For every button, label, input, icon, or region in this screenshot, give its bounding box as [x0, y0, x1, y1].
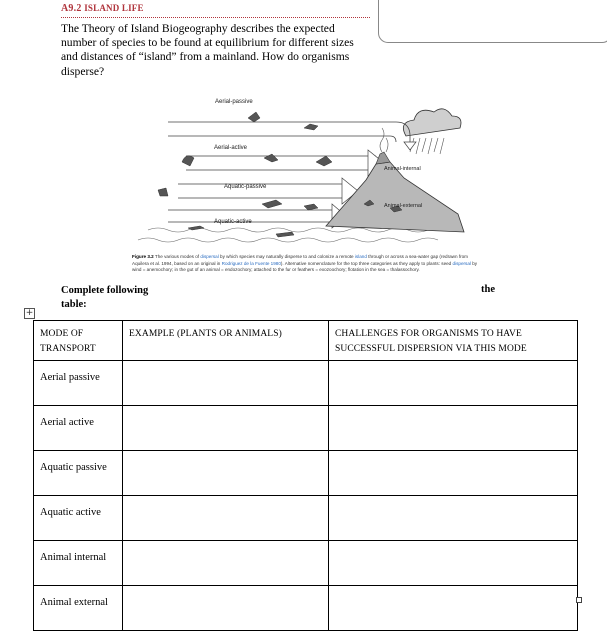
- challenge-cell[interactable]: [329, 361, 578, 406]
- caption-text-5: by wind = anemochory; in the gut of an animal = endozochory; attached to the fur or feathers = exozoochory; flotation in the sea = thalassochory.: [132, 260, 478, 273]
- example-cell[interactable]: [123, 406, 329, 451]
- row-mode-cell: Aquatic active: [34, 496, 123, 541]
- example-cell[interactable]: [123, 496, 329, 541]
- label-animal-external: Animal-external: [384, 203, 423, 209]
- caption-text-1: The various modes of: [154, 254, 200, 259]
- answer-box[interactable]: [378, 0, 607, 43]
- row-mode-cell: Animal external: [34, 586, 123, 631]
- label-aquatic-active: Aquatic-active: [214, 219, 252, 225]
- table-move-handle[interactable]: +: [25, 308, 34, 318]
- row-mode-cell: Aerial passive: [34, 361, 123, 406]
- label-aerial-passive: Aerial-passive: [215, 99, 253, 105]
- caption-text-2: by which species may naturally disperse to and colonize a remote: [220, 254, 354, 259]
- aerial-passive-arrow: [168, 122, 410, 144]
- section-number: A9.2: [61, 3, 82, 14]
- table-row: [34, 361, 578, 406]
- transport-table: [33, 320, 578, 631]
- caption-link-island[interactable]: island: [354, 254, 367, 259]
- caption-text-4: ). Alternative nomenclature for the top three categories as they apply to plants: seed: [280, 260, 452, 266]
- row-mode-cell: Aquatic passive: [34, 451, 123, 496]
- caption-link-seed-dispersal[interactable]: dispersal: [452, 260, 471, 266]
- instruction-text-end: the: [481, 284, 495, 295]
- table-resize-handle[interactable]: [576, 597, 582, 603]
- rain-lines: [410, 138, 444, 154]
- caption-label: Figure 3.2: [132, 254, 154, 259]
- label-aquatic-passive: Aquatic-passive: [224, 184, 267, 190]
- header-challenges: CHALLENGES FOR ORGANISMS TO HAVE SUCCESSFUL DISPERSION VIA THIS MODE: [329, 321, 578, 361]
- caption-link-dispersal[interactable]: dispersal: [200, 254, 219, 259]
- example-cell[interactable]: [123, 451, 329, 496]
- table-row: [34, 451, 578, 496]
- challenge-cell[interactable]: [329, 586, 578, 631]
- example-cell[interactable]: [123, 541, 329, 586]
- header-mode: MODE OF TRANSPORT: [34, 321, 123, 361]
- section-heading: [61, 3, 144, 14]
- figure-caption: [132, 254, 482, 274]
- aquatic-active-arrow: [168, 210, 336, 222]
- dotted-rule: [61, 17, 370, 18]
- challenge-cell[interactable]: [329, 496, 578, 541]
- volcano-smoke: [380, 128, 388, 152]
- label-aerial-active: Aerial-active: [214, 145, 248, 151]
- caption-link-reference[interactable]: Rodriguez de la Fuente 1980: [221, 260, 281, 266]
- header-example: EXAMPLE (PLANTS OR ANIMALS): [123, 321, 329, 361]
- challenge-cell[interactable]: [329, 541, 578, 586]
- cloud-icon: [403, 109, 461, 136]
- table-row: [34, 586, 578, 631]
- row-mode-cell: Animal internal: [34, 541, 123, 586]
- example-cell[interactable]: [123, 361, 329, 406]
- aerial-active-arrow: [186, 156, 376, 170]
- caption-text-3: through or across a sea-water gap (redrawn from Aquilera et al. 1994, based on an original in: [132, 254, 469, 266]
- table-row: [34, 406, 578, 451]
- row-mode-cell: Aerial active: [34, 406, 123, 451]
- challenge-cell[interactable]: [329, 451, 578, 496]
- table-row: [34, 541, 578, 586]
- example-cell[interactable]: [123, 586, 329, 631]
- instruction-text: Complete following table:: [61, 285, 149, 310]
- table-header-row: [34, 321, 578, 361]
- section-title: ISLAND LIFE: [84, 3, 144, 13]
- question-text: The Theory of Island Biogeography describes the expected number of species to be found at equilibrium for different sizes and distances of “island” from a mainland. How do organisms disperse?: [61, 22, 354, 78]
- table-row: [34, 496, 578, 541]
- challenge-cell[interactable]: [329, 406, 578, 451]
- label-animal-internal: Animal-internal: [384, 166, 421, 172]
